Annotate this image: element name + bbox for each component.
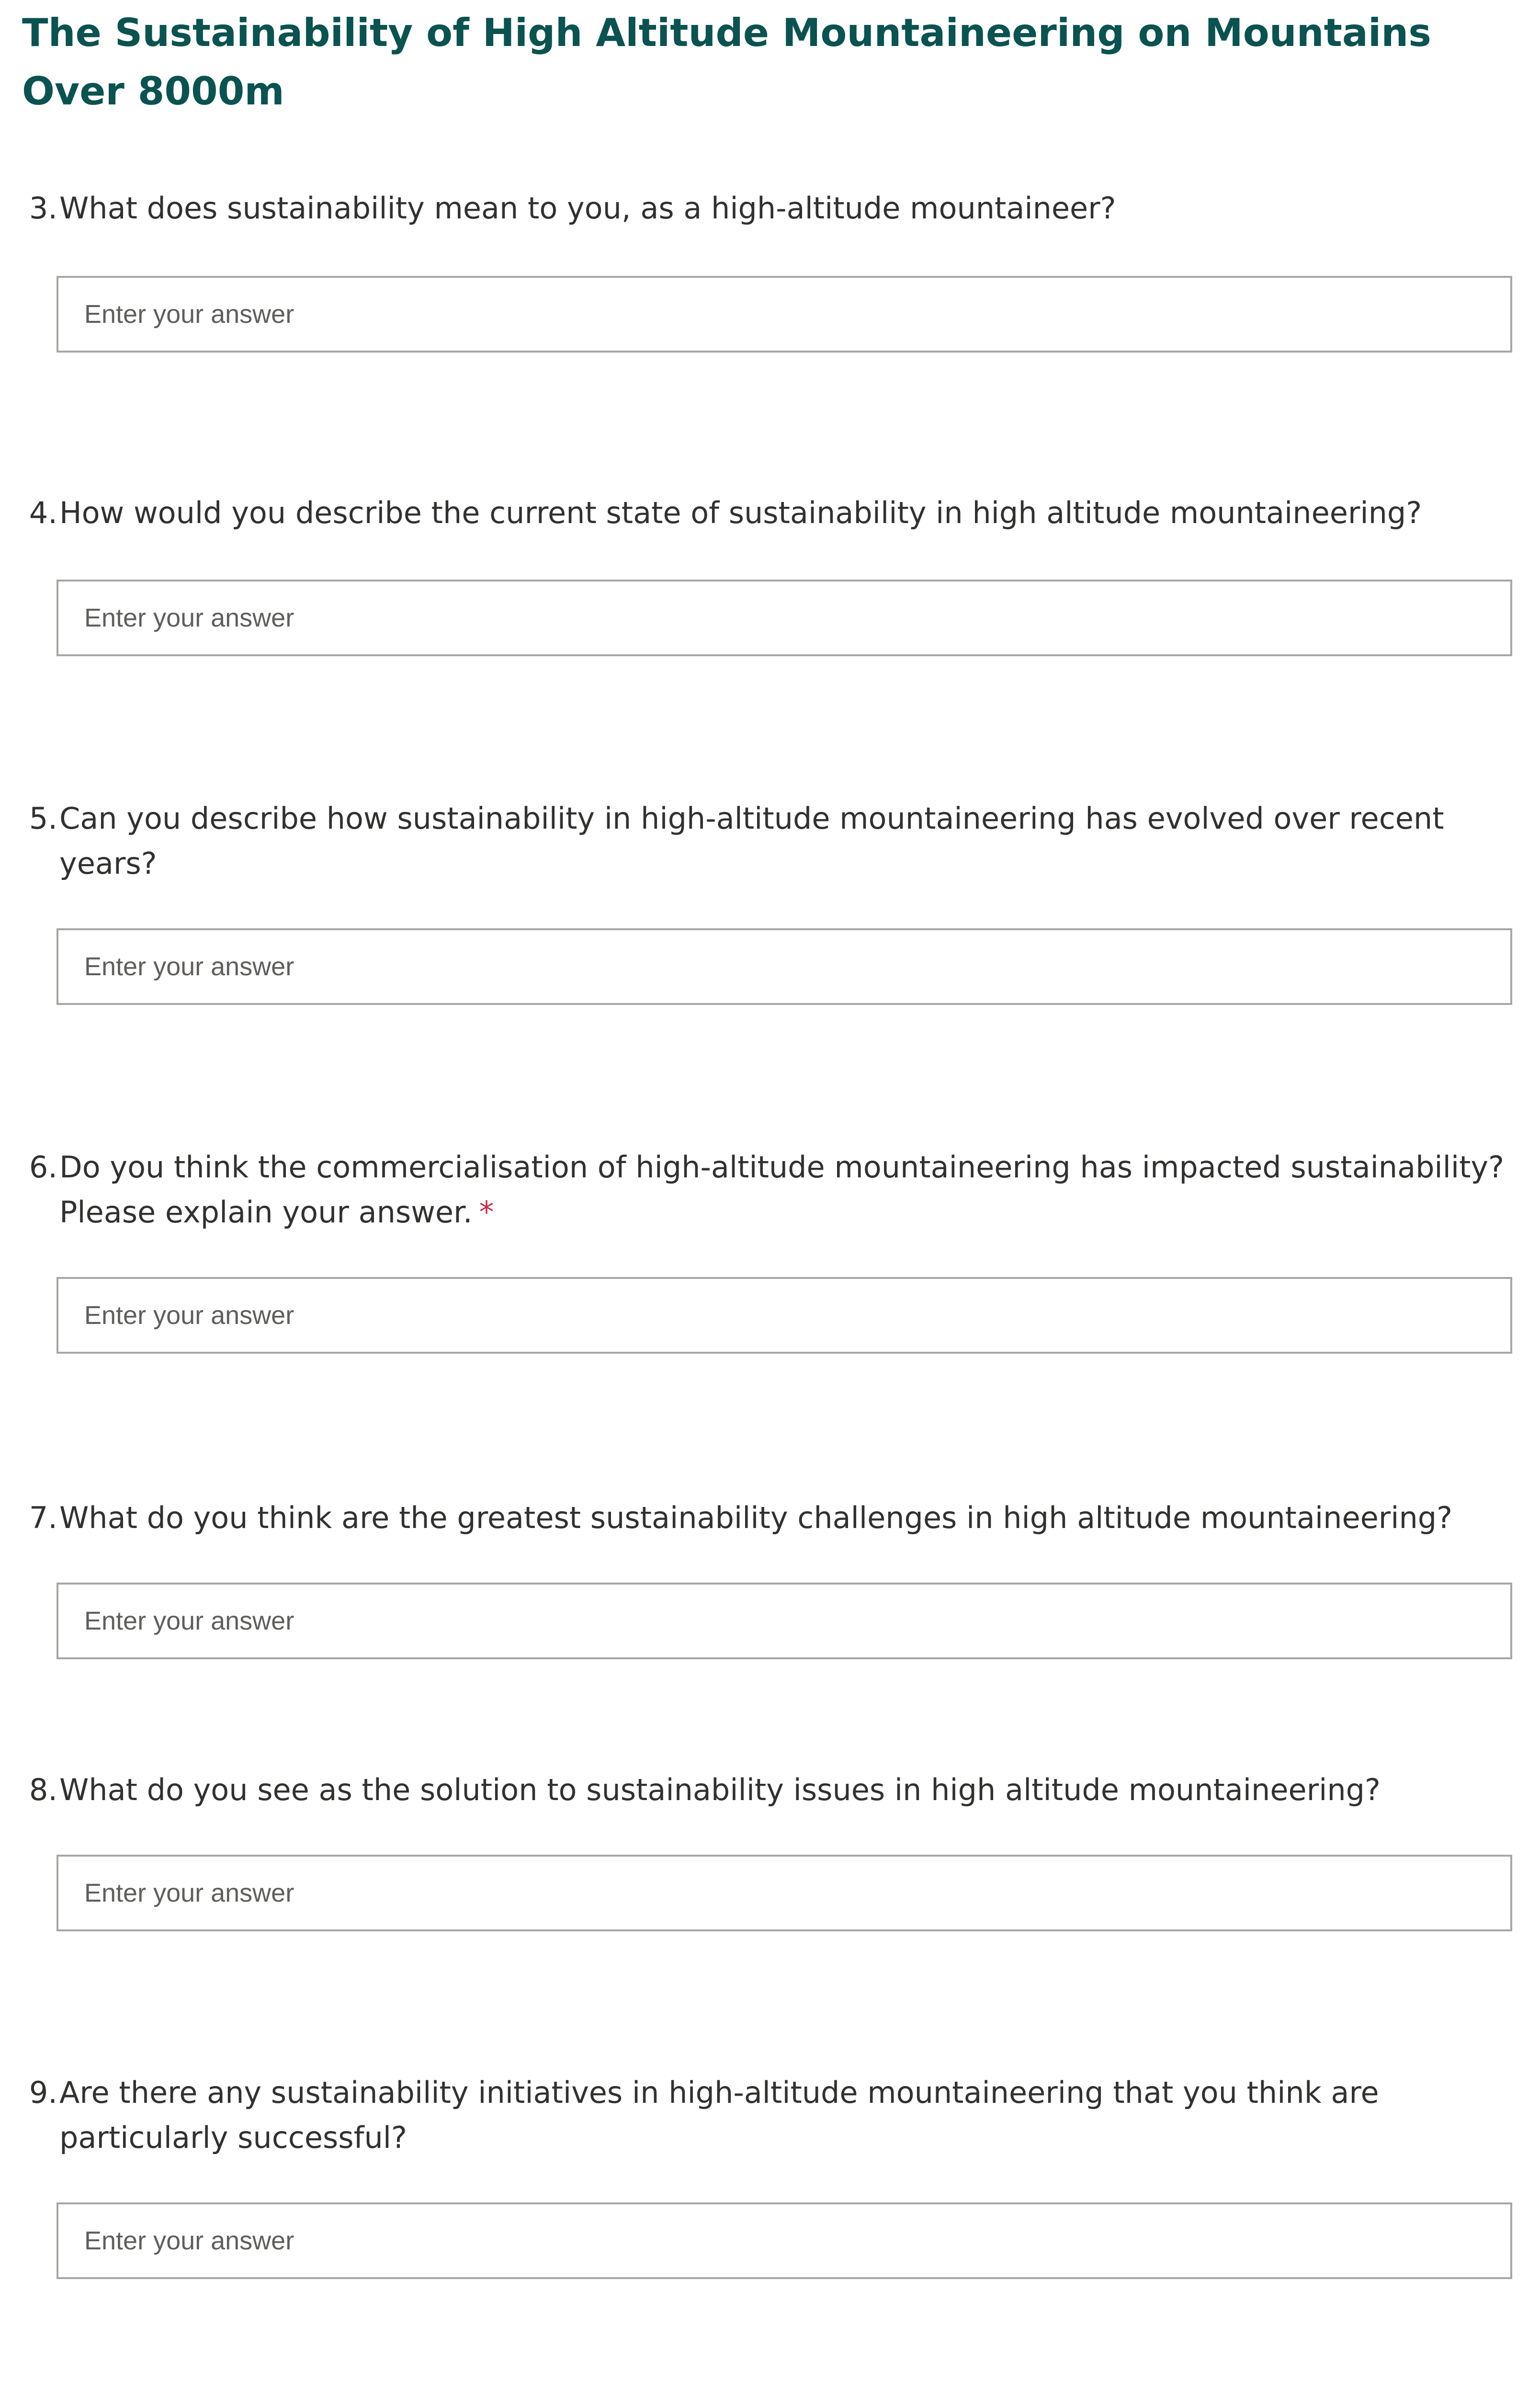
question-text [59, 490, 1477, 536]
answer-input-4[interactable] [57, 580, 1512, 656]
question-label [0, 2070, 1484, 2160]
question-number: 5. [29, 801, 57, 836]
question-label [0, 490, 1484, 536]
form-title: The Sustainability of High Altitude Mountaineering on Mountains Over 8000m [22, 11, 1431, 114]
question-text-line: particularly successful? [59, 2120, 407, 2155]
required-asterisk: * [479, 1195, 494, 1230]
question-text-line: How would you describe the current state of sustainability in high altitude mountaineering? [59, 495, 1422, 530]
question-number: 7. [29, 1500, 57, 1535]
question-label [0, 796, 1484, 886]
question-text-line: What do you see as the solution to sustainability issues in high altitude mountaineering? [59, 1772, 1381, 1807]
answer-input-5[interactable] [57, 928, 1512, 1005]
question-number: 8. [29, 1772, 57, 1807]
answer-input-7[interactable] [57, 1583, 1512, 1659]
question-number: 3. [29, 191, 57, 226]
question-text-line: Can you describe how sustainability in high-altitude mountaineering has evolved over recent [59, 801, 1444, 836]
question-text [59, 186, 1477, 231]
question-label [0, 1495, 1484, 1540]
question-number: 9. [29, 2075, 57, 2110]
question-text-line: What do you think are the greatest sustainability challenges in high altitude mountaineering? [59, 1500, 1453, 1535]
question-text [59, 1495, 1477, 1540]
question-number: 4. [29, 495, 57, 530]
question-text-line: years? [59, 846, 157, 881]
answer-input-9[interactable] [57, 2202, 1512, 2279]
answer-input-3[interactable] [57, 276, 1512, 353]
question-text [59, 1768, 1477, 1813]
question-text [59, 2070, 1477, 2160]
question-text [59, 796, 1477, 886]
question-number: 6. [29, 1150, 57, 1185]
answer-input-6[interactable] [57, 1277, 1512, 1354]
answer-input-8[interactable] [57, 1855, 1512, 1931]
question-label [0, 1768, 1484, 1813]
question-text-line: Do you think the commercialisation of high-altitude mountaineering has impacted sustainability? [59, 1150, 1505, 1185]
question-text [59, 1145, 1505, 1235]
question-text-line: Are there any sustainability initiatives in high-altitude mountaineering that you think are [59, 2075, 1379, 2110]
question-text-line [59, 1190, 1477, 1235]
question-label [0, 186, 1484, 231]
question-text-line-content: Please explain your answer. [59, 1195, 473, 1230]
question-label [0, 1145, 1505, 1235]
question-text-line: What does sustainability mean to you, as a high-altitude mountaineer? [59, 191, 1116, 226]
